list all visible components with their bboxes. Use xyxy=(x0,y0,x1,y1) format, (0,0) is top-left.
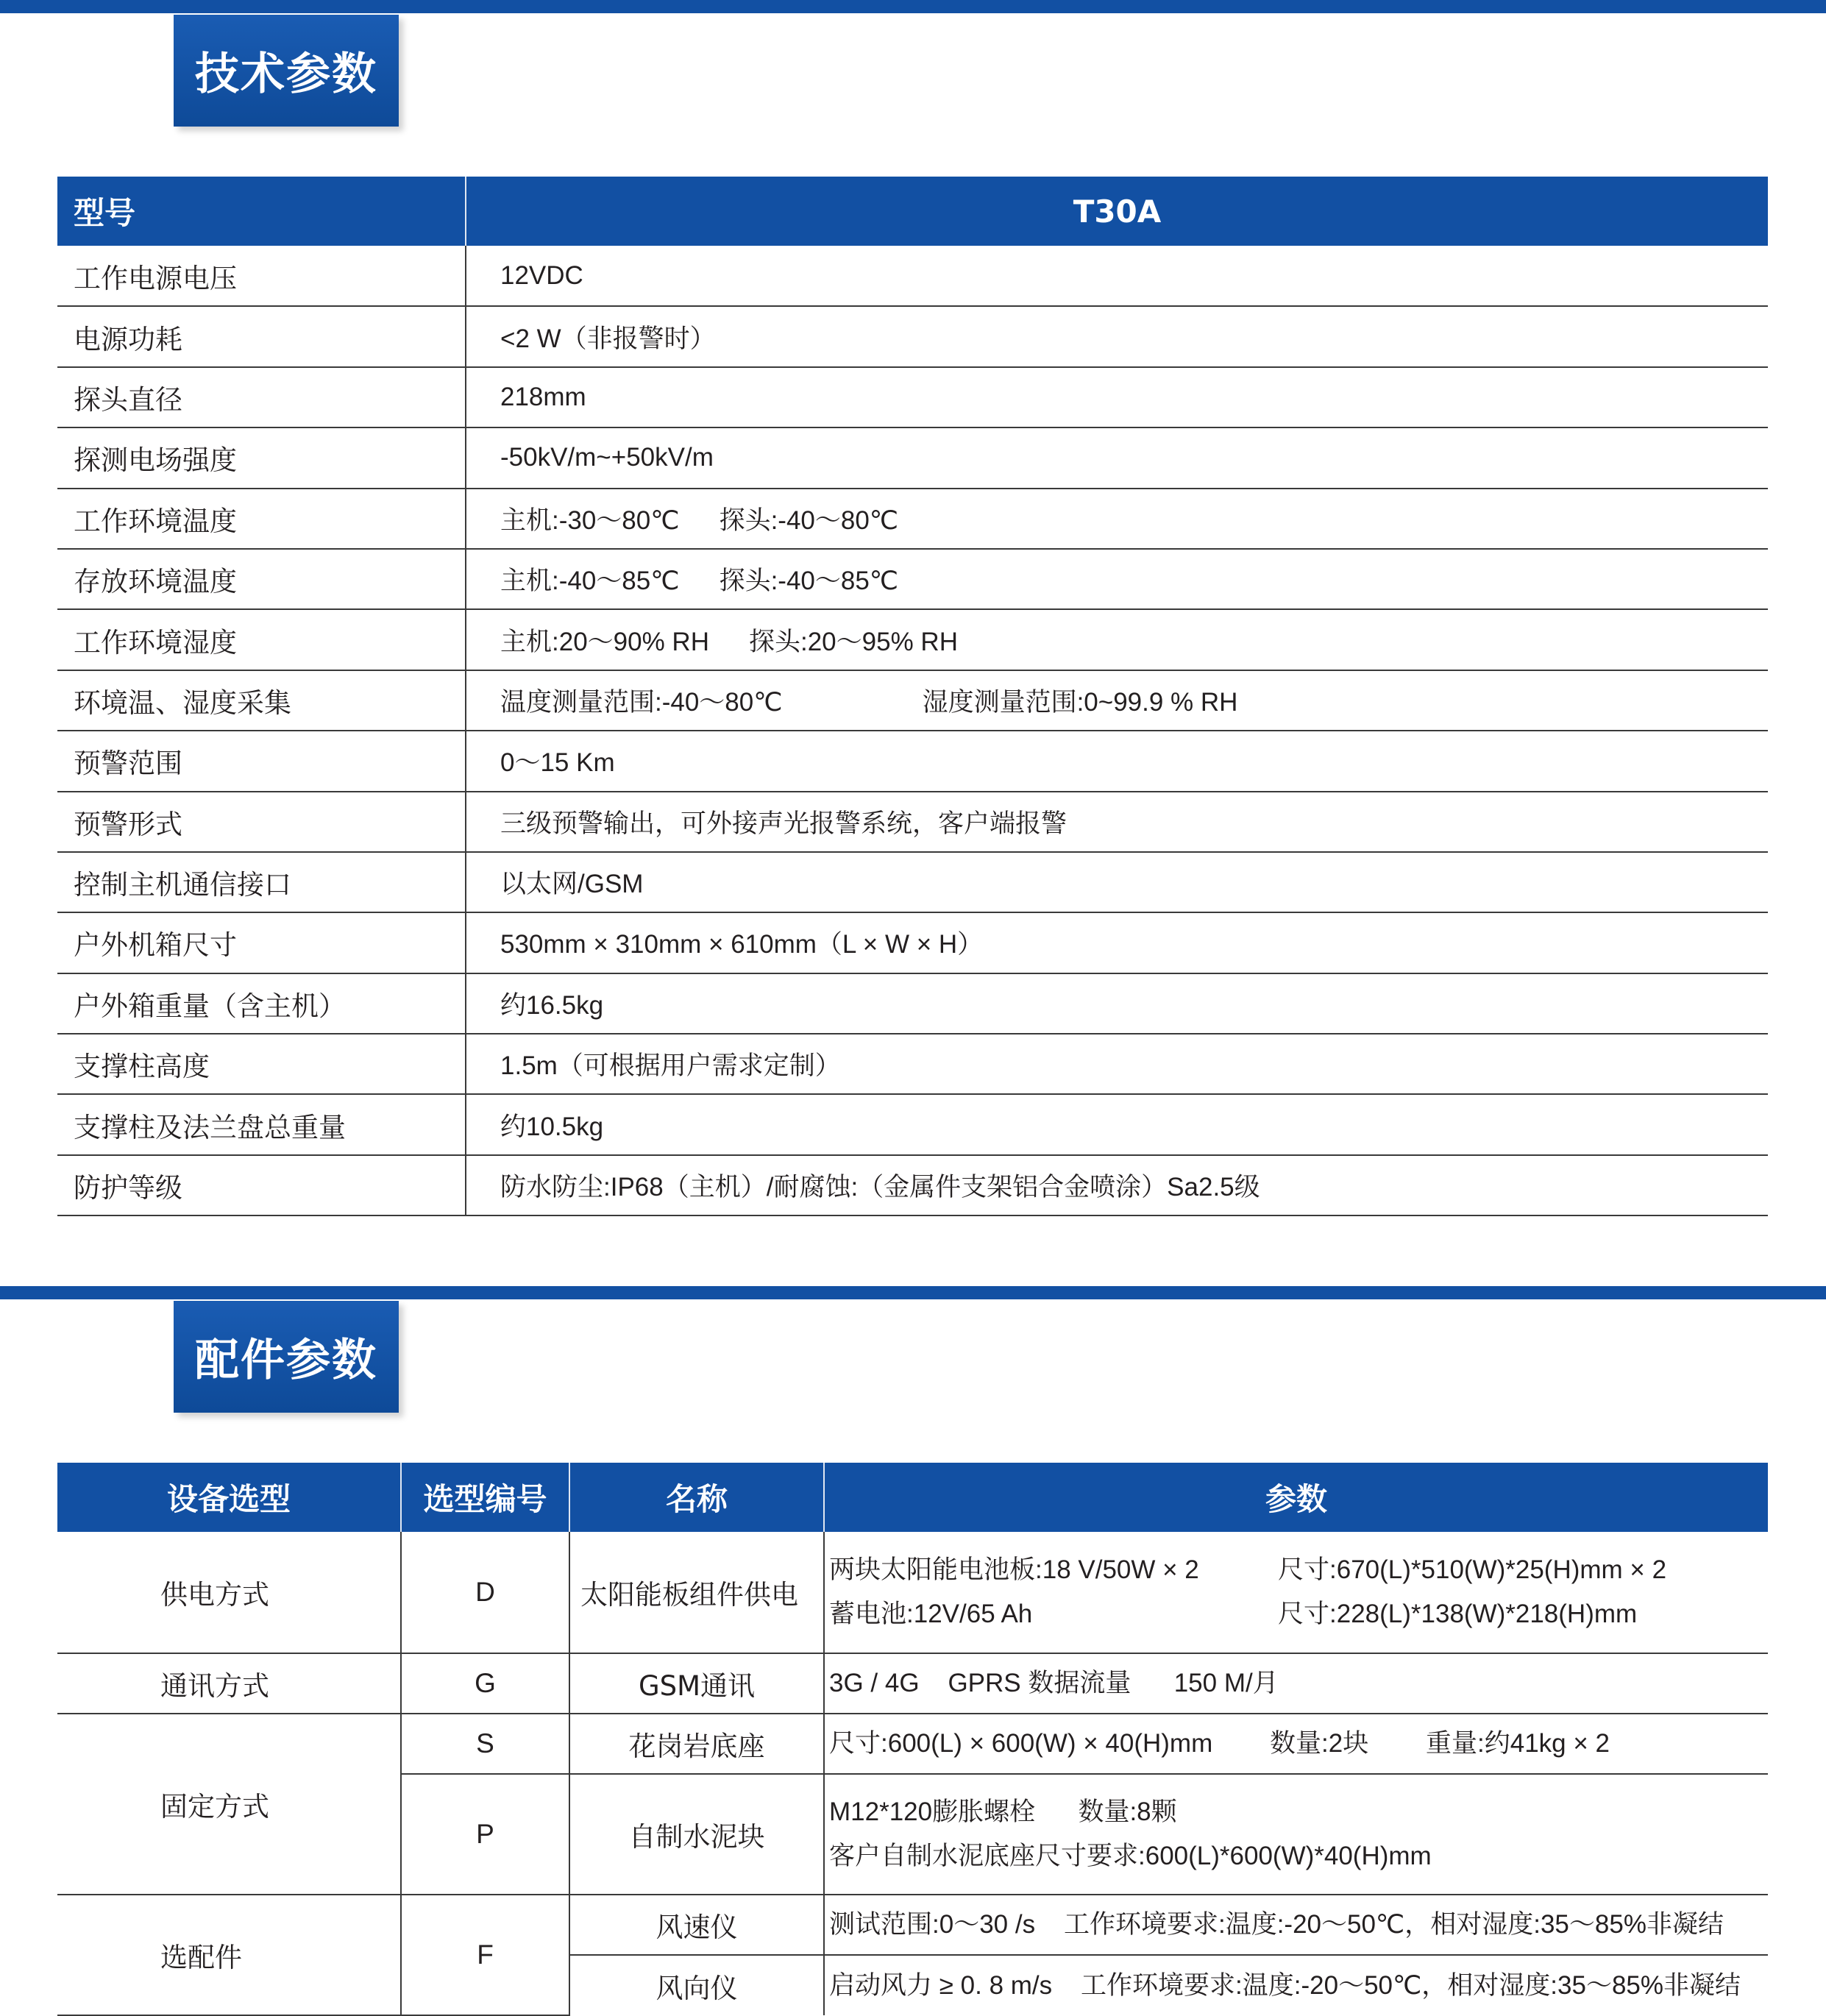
code-cell: S xyxy=(401,1714,569,1774)
row-key: 预警范围 xyxy=(57,731,466,791)
code-cell: G xyxy=(401,1653,569,1714)
table-row xyxy=(57,1094,1768,1154)
table-row xyxy=(57,1653,1768,1714)
row-value: 218mm xyxy=(466,367,1768,427)
row-key: 探头直径 xyxy=(57,367,466,427)
acc-section-title: 配件参数 xyxy=(174,1301,399,1413)
row-value: 0～15 Km xyxy=(466,731,1768,791)
battery-size: 尺寸:228(L)*138(W)*218(H)mm xyxy=(1278,1600,1638,1628)
host-value: 主机:-40～85℃ xyxy=(500,567,680,596)
row-value: 1.5m（可根据用户需求定制） xyxy=(466,1034,1768,1094)
tech-spec-table xyxy=(57,177,1768,1216)
param-cell: 测试范围:0～30 /s 工作环境要求:温度:-20～50℃，相对湿度:35～85%非凝结 xyxy=(824,1895,1768,1955)
humidity-range-value: 湿度测量范围:0~99.9 % RH xyxy=(922,687,1238,717)
table-row xyxy=(57,1714,1768,1774)
header-params: 参数 xyxy=(824,1463,1768,1532)
table-row xyxy=(57,609,1768,670)
row-value xyxy=(466,489,1768,549)
acc-header-row xyxy=(57,1463,1768,1532)
table-row xyxy=(57,427,1768,488)
model-header-label: 型号 xyxy=(57,177,466,246)
header-name: 名称 xyxy=(569,1463,824,1532)
row-key: 工作环境湿度 xyxy=(57,609,466,670)
header-device-type: 设备选型 xyxy=(57,1463,401,1532)
row-value: 530mm × 310mm × 610mm（L × W × H） xyxy=(466,912,1768,973)
temp-range-value: 温度测量范围:-40～80℃ xyxy=(500,687,783,717)
table-row xyxy=(57,549,1768,609)
param-cell: 尺寸:600(L) × 600(W) × 40(H)mm 数量:2块 重量:约41kg × 2 xyxy=(824,1714,1768,1774)
probe-value: 探头:20～95% RH xyxy=(748,627,958,656)
table-row xyxy=(57,246,1768,306)
table-row xyxy=(57,1155,1768,1215)
row-key: 控制主机通信接口 xyxy=(57,852,466,912)
name-cell: 自制水泥块 xyxy=(569,1774,824,1895)
code-cell: F xyxy=(401,1895,569,2015)
section-divider-bar xyxy=(0,1286,1826,1299)
row-key: 存放环境温度 xyxy=(57,549,466,609)
row-value: 三级预警输出，可外接声光报警系统，客户端报警 xyxy=(466,792,1768,852)
row-value xyxy=(466,549,1768,609)
row-value: 约10.5kg xyxy=(466,1094,1768,1154)
name-cell: 太阳能板组件供电 xyxy=(569,1532,824,1653)
bolt-spec: M12*120膨胀螺栓 数量:8颗 xyxy=(829,1797,1177,1826)
row-key: 环境温、湿度采集 xyxy=(57,670,466,731)
tech-section-title: 技术参数 xyxy=(174,15,399,127)
row-key: 户外机箱尺寸 xyxy=(57,912,466,973)
param-cell xyxy=(824,1774,1768,1895)
row-value: 以太网/GSM xyxy=(466,852,1768,912)
row-key: 预警形式 xyxy=(57,792,466,852)
accessory-table xyxy=(57,1463,1768,2016)
row-value: 防水防尘:IP68（主机）/耐腐蚀:（金属件支架铝合金喷涂）Sa2.5级 xyxy=(466,1155,1768,1215)
probe-value: 探头:-40～85℃ xyxy=(719,567,899,596)
row-key: 支撑柱高度 xyxy=(57,1034,466,1094)
table-row xyxy=(57,912,1768,973)
table-row xyxy=(57,489,1768,549)
host-value: 主机:20～90% RH xyxy=(500,627,709,656)
row-value xyxy=(466,670,1768,731)
table-row xyxy=(57,367,1768,427)
table-row xyxy=(57,792,1768,852)
table-row xyxy=(57,973,1768,1034)
row-key: 电源功耗 xyxy=(57,306,466,366)
param-cell: 3G / 4G GPRS 数据流量 150 M/月 xyxy=(824,1653,1768,1714)
row-key: 支撑柱及法兰盘总重量 xyxy=(57,1094,466,1154)
table-row xyxy=(57,852,1768,912)
host-value: 主机:-30～80℃ xyxy=(500,505,680,535)
solar-panel-size: 尺寸:670(L)*510(W)*25(H)mm × 2 xyxy=(1278,1555,1667,1584)
category-cell: 选配件 xyxy=(57,1895,401,2015)
category-cell: 固定方式 xyxy=(57,1714,401,1895)
cement-base-spec: 客户自制水泥底座尺寸要求:600(L)*600(W)*40(H)mm xyxy=(829,1842,1432,1870)
table-row xyxy=(57,1895,1768,1955)
top-blue-bar xyxy=(0,0,1826,13)
table-row xyxy=(57,670,1768,731)
battery-spec: 蓄电池:12V/65 Ah xyxy=(829,1600,1033,1628)
row-value: <2 W（非报警时） xyxy=(466,306,1768,366)
name-cell: GSM通讯 xyxy=(569,1653,824,1714)
name-cell: 风向仪 xyxy=(569,1955,824,2015)
row-value: 约16.5kg xyxy=(466,973,1768,1034)
name-cell: 风速仪 xyxy=(569,1895,824,1955)
row-key: 防护等级 xyxy=(57,1155,466,1215)
probe-value: 探头:-40～80℃ xyxy=(719,505,899,535)
solar-panel-spec: 两块太阳能电池板:18 V/50W × 2 xyxy=(829,1555,1199,1584)
category-cell: 供电方式 xyxy=(57,1532,401,1653)
category-cell: 通讯方式 xyxy=(57,1653,401,1714)
name-cell: 花岗岩底座 xyxy=(569,1714,824,1774)
param-cell: 启动风力 ≥ 0. 8 m/s 工作环境要求:温度:-20～50℃，相对湿度:35～85%非凝结 xyxy=(829,1970,1741,2000)
table-row xyxy=(57,1034,1768,1094)
row-value: -50kV/m~+50kV/m xyxy=(466,427,1768,488)
row-value: 12VDC xyxy=(466,246,1768,306)
header-model-code: 选型编号 xyxy=(401,1463,569,1532)
param-cell xyxy=(824,1532,1768,1653)
row-value xyxy=(466,609,1768,670)
code-cell: D xyxy=(401,1532,569,1653)
row-key: 户外箱重量（含主机） xyxy=(57,973,466,1034)
code-cell: P xyxy=(401,1774,569,1895)
table-row xyxy=(57,306,1768,366)
model-header-value: T30A xyxy=(466,177,1768,246)
row-key: 工作电源电压 xyxy=(57,246,466,306)
row-key: 工作环境温度 xyxy=(57,489,466,549)
row-key: 探测电场强度 xyxy=(57,427,466,488)
table-row xyxy=(57,731,1768,791)
tech-header-row xyxy=(57,177,1768,246)
table-row xyxy=(57,1532,1768,1653)
